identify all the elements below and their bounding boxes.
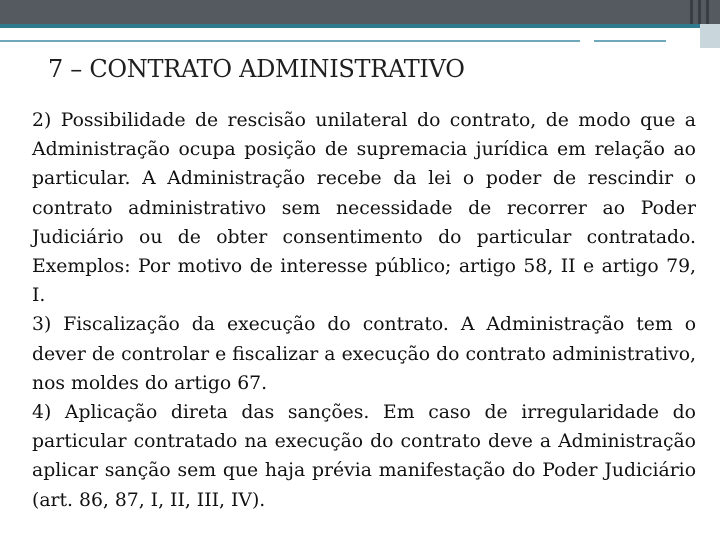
slide-title: 7 – CONTRATO ADMINISTRATIVO [48,55,465,83]
header-stripe [706,0,709,26]
paragraph-rescisao: 2) Possibilidade de rescisão unilateral do contrato, de modo que a Administração ocupa posição de supremacia jurídica em relação ao particular. A Administração recebe da lei o poder de rescindir o contrato administrativo sem necessidade de recorrer ao Poder Judiciário ou de obter consentimento do particular contratado. Exemplos: Por motivo de interesse público; artigo 58, II e artigo 79, I. [32,110,696,307]
paragraph-sancoes: 4) Aplicação direta das sanções. Em caso de irregularidade do particular contratado na execução do contrato deve a Administração aplicar sanção sem que haja prévia manifestação do Poder Judiciário (art. 86, 87, I, II, III, IV). [32,402,696,511]
slide-body [32,106,696,515]
header-accent-line [0,24,700,28]
header-stripe [690,0,693,26]
header-stripe [698,0,701,26]
header-bar [0,0,720,24]
header-decor-line [0,40,580,42]
header-corner-block [700,24,720,48]
paragraph-fiscalizacao: 3) Fiscalização da execução do contrato. A Administração tem o dever de controlar e fiscalizar a execução do contrato administrativo, nos moldes do artigo 67. [32,314,696,394]
header-decor-line [594,40,666,42]
